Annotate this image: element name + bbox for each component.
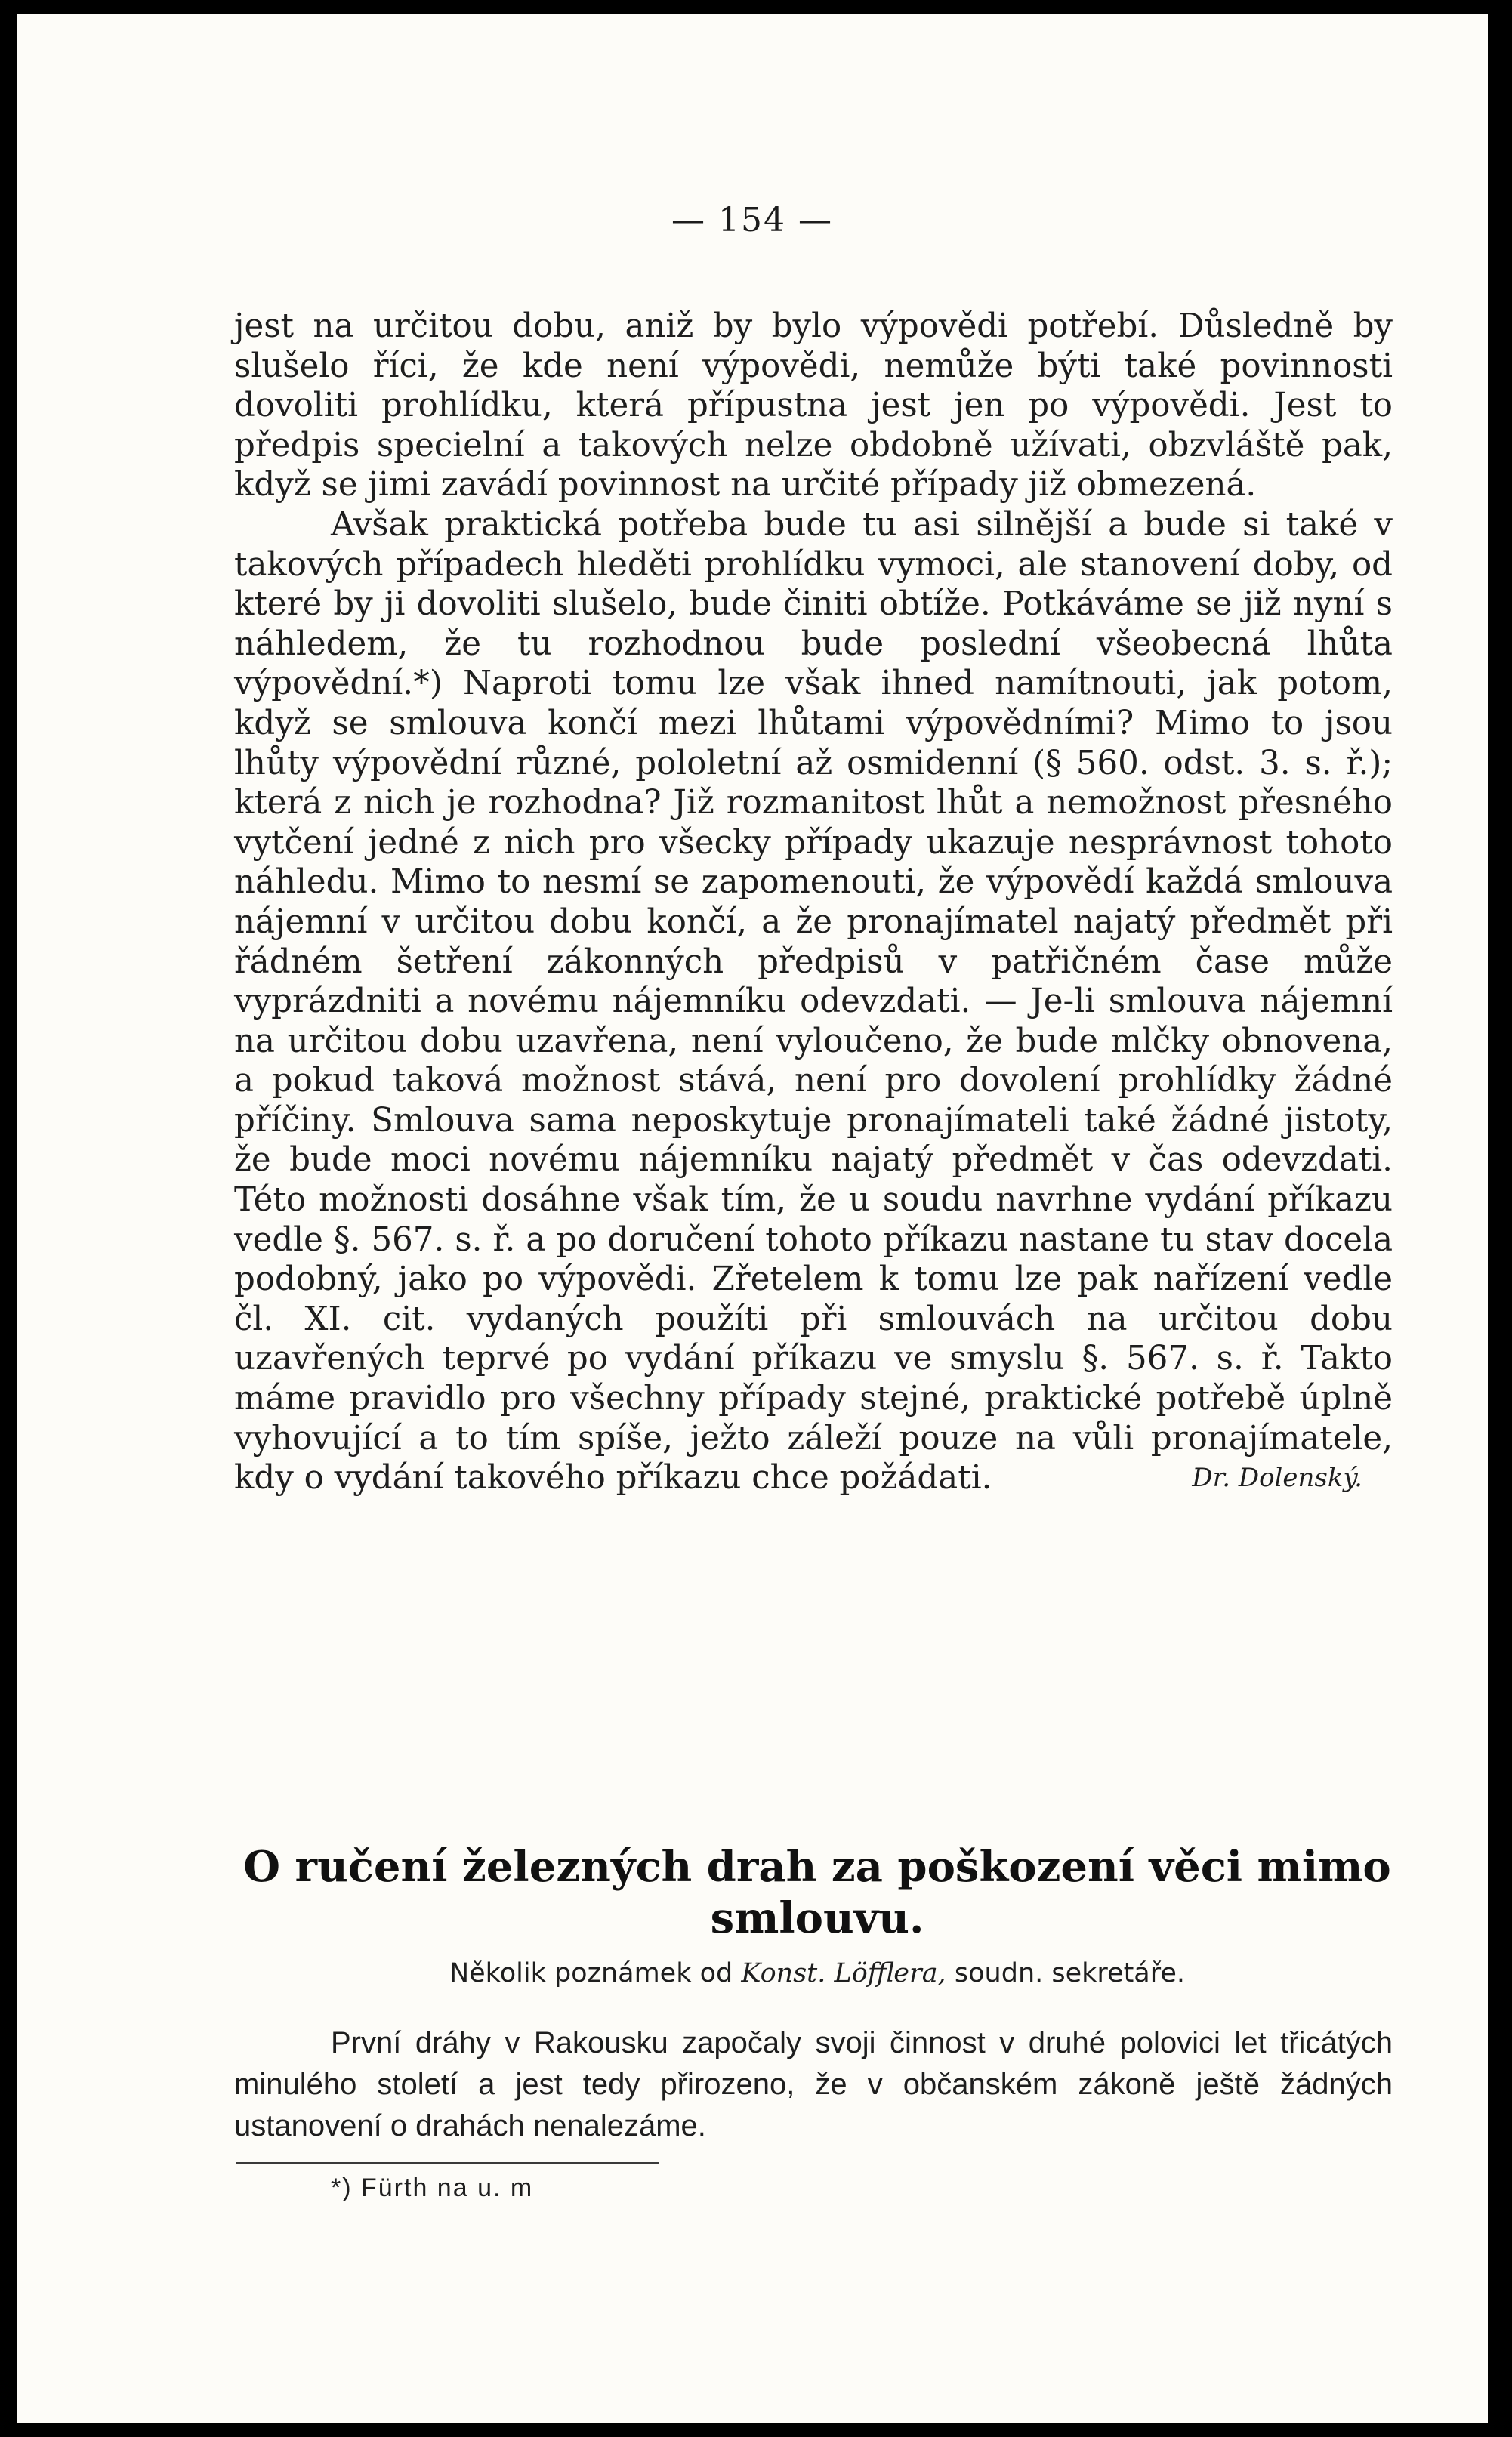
- article-byline: [221, 1958, 1414, 1988]
- article-body: [234, 2022, 1393, 2147]
- author-signature: Dr. Dolenský.: [1192, 1463, 1362, 1494]
- paragraph: jest na určitou dobu, aniž by bylo výpovědi potřebí. Důsledně by slušelo říci, že kde není výpovědi, nemůže býti také povinnosti dovoliti prohlídku, která přípustna jest jen po výpovědi. Jest to předpis specielní a takových nelze obdobně užívati, obzvláště pak, když se jimi zavádí povinnost na určité případy již obmezená.: [234, 307, 1393, 504]
- previous-article-text: [234, 307, 1393, 1498]
- paragraph: První dráhy v Rakousku započaly svoji činnost v druhé polovici let třicátých minulého století a jest tedy přirozeno, že v občanském zákoně ještě žádných ustanovení o drahách nenalezáme.: [234, 2026, 1393, 2142]
- byline-author: Konst. Löfflera,: [741, 1958, 946, 1988]
- paragraph: [234, 505, 1393, 1498]
- page-number: — 154 —: [671, 201, 833, 239]
- book-page: [17, 14, 1488, 2423]
- byline-prefix: Několik poznámek od: [449, 1958, 733, 1988]
- paragraph-text: Avšak praktická potřeba bude tu asi silnější a bude si také v takových případech hleděti prohlídku vymoci, ale stanovení doby, od které by ji dovoliti slušelo, bude činiti obtíže. Potkáváme se již nyní s náhledem, že tu rozhodnou bude poslední všeobecná lhůta výpovědní.*) Naproti tomu lze však ihned namítnouti, jak potom, když se smlouva končí mezi lhůtami výpovědními? Mimo to jsou lhůty výpovědní různé, pololetní až osmidenní (§ 560. odst. 3. s. ř.); která z nich je rozhodna? Již rozmanitost lhůt a nemožnost přesného vytčení jedné z nich pro všecky případy ukazuje nesprávnost tohoto náhledu. Mimo to nesmí se zapomenouti, že výpovědí každá smlouva nájemní v určitou dobu končí, a že pronajímatel najatý předmět při řádném šetření zákonných předpisů v patřičném čase může vyprázdniti a novému nájemníku odevzdati. — Je-li smlouva nájemní na určitou dobu uzavřena, není vyloučeno, že bude mlčky obnovena, a pokud taková možnost stává, není pro dovolení prohlídky žádné příčiny. Smlouva sama neposkytuje pronajímateli také žádné jistoty, že bude moci novému nájemníku najatý předmět v čas odevzdati. Této možnosti dosáhne však tím, že u soudu navrhne vydání příkazu vedle §. 567. s. ř. a po doručení tohoto příkazu nastane tu stav docela podobný, jako po výpovědi. Zřetelem k tomu lze pak nařízení vedle čl. XI. cit. vydaných použíti při smlouvách na určitou dobu uzavřených teprvé po vydání příkazu ve smyslu §. 567. s. ř. Takto máme pravidlo pro všechny případy stejné, praktické potřebě úplně vyhovující a to tím spíše, ježto záleží pouze na vůli pronajímatele, kdy o vydání takového příkazu chce požádati.: [234, 505, 1393, 1498]
- byline-suffix: soudn. sekretáře.: [954, 1958, 1186, 1988]
- footnote: *) Fürth na u. m: [331, 2173, 534, 2202]
- article-title: O ručení železných drah za poškození věci mimo smlouvu.: [243, 1842, 1391, 1943]
- scan-edge: [1488, 0, 1512, 2437]
- footnote-divider: [236, 2162, 659, 2164]
